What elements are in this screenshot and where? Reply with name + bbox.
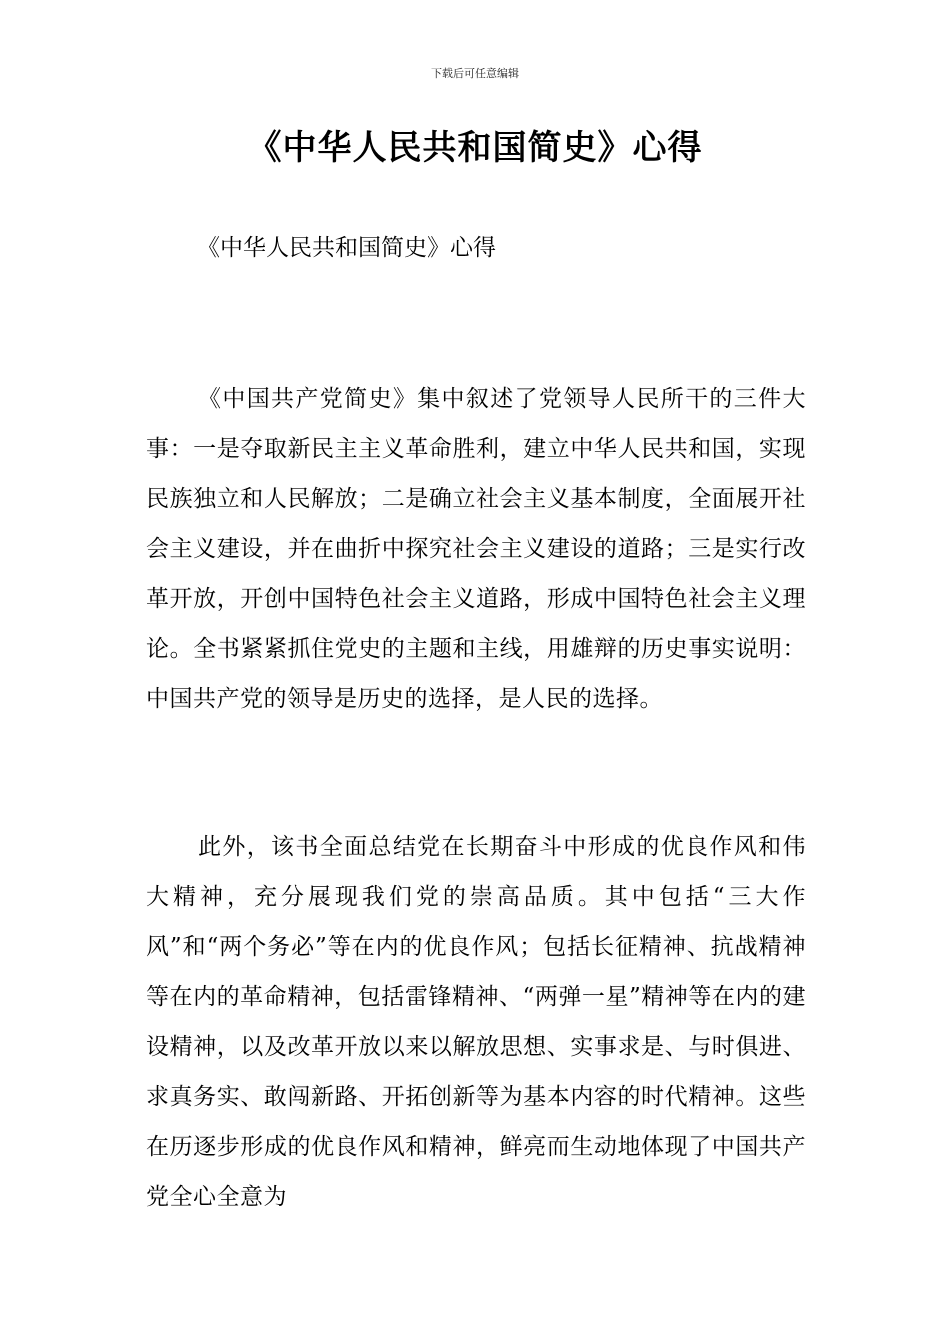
document-title: 《中华人民共和国简史》心得 [247, 128, 703, 168]
document-subtitle: 《中华人民共和国简史》心得 [197, 235, 496, 261]
paragraph-2: 此外，该书全面总结党在长期奋斗中形成的优良作风和伟大精神，充分展现我们党的崇高品质。其中包括“三大作风”和“两个务必”等在内的优良作风；包括长征精神、抗战精神等在内的革命精神，包括雷锋精神、“两弹一星”精神等在内的建设精神，以及改革开放以来以解放思想、实事求是、与时俱进、求真务实、敢闯新路、开拓创新等为基本内容的时代精神。这些在历逐步形成的优良作风和精神，鲜亮而生动地体现了中国共产党全心全意为 [146, 834, 806, 1210]
paragraph-1: 《中国共产党简史》集中叙述了党领导人民所干的三件大事：一是夺取新民主主义革命胜利，建立中华人民共和国，实现民族独立和人民解放；二是确立社会主义基本制度，全面展开社会主义建设，并在曲折中探究社会主义建设的道路；三是实行改革开放，开创中国特色社会主义道路，形成中国特色社会主义理论。全书紧紧抓住党史的主题和主线，用雄辩的历史事实说明：中国共产党的领导是历史的选择，是人民的选择。 [146, 386, 806, 712]
header-note: 下载后可任意编辑 [431, 67, 519, 80]
